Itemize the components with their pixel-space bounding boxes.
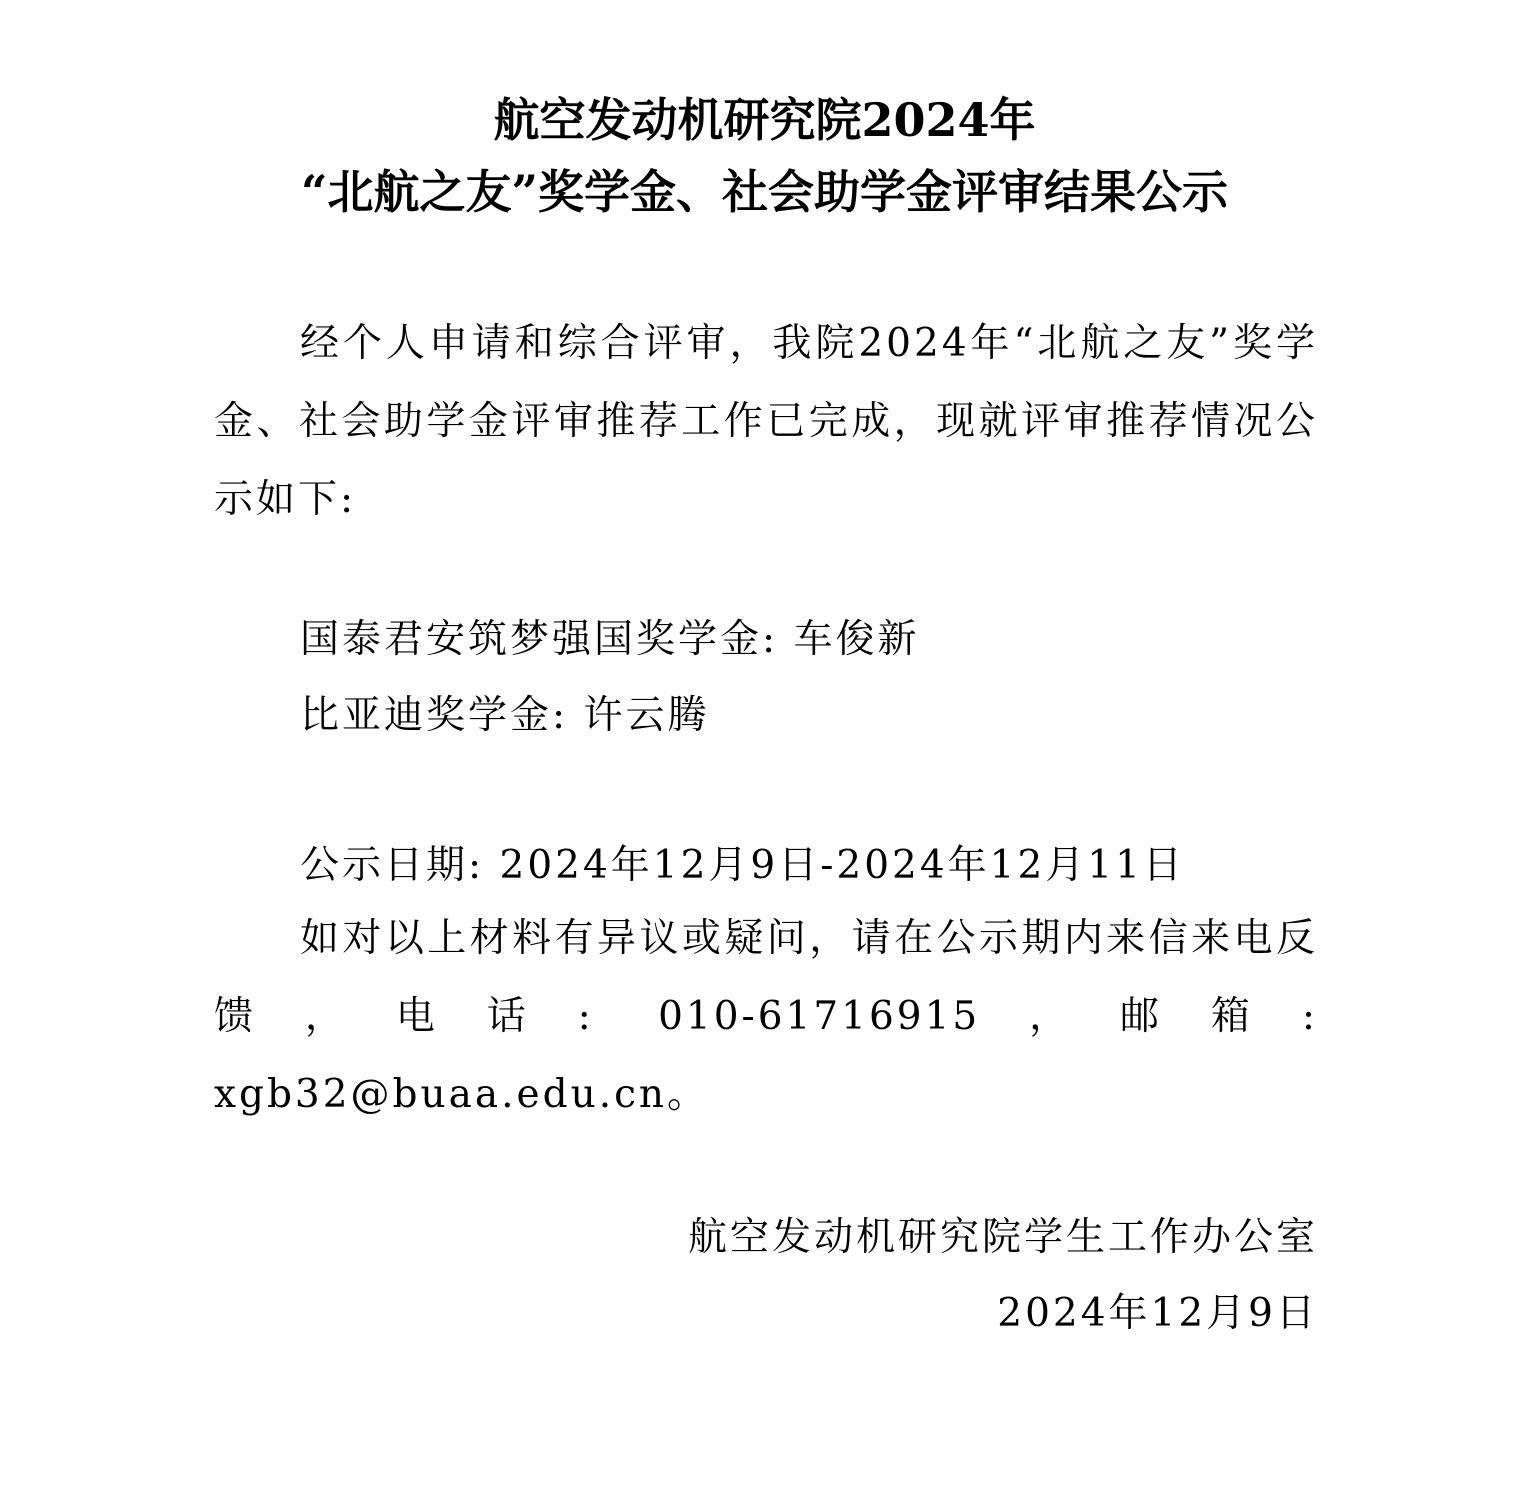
signature-office: 航空发动机研究院学生工作办公室 [687, 1215, 1318, 1260]
award-name: 国泰君安筑梦强国奖学金: [300, 617, 779, 662]
result-row [300, 614, 920, 666]
result-row [300, 690, 710, 742]
award-name: 比亚迪奖学金: [300, 693, 569, 738]
intro-paragraph: 经个人申请和综合评审，我院2024年“北航之友”奖学金、社会助学金评审推荐工作已完成，现就评审推荐情况公示如下: [214, 321, 1318, 522]
recipient-name: 车俊新 [793, 617, 920, 662]
title-line-1: 航空发动机研究院2024年 [493, 93, 1036, 147]
notice-period-value: 2024年12月9日-2024年12月11日 [499, 843, 1185, 888]
signature-date: 2024年12月9日 [997, 1291, 1318, 1336]
title-line-2: “北航之友”奖学金、社会助学金评审结果公示 [301, 165, 1228, 219]
notice-period [300, 840, 1185, 892]
recipient-name: 许云腾 [583, 693, 710, 738]
notice-period-label: 公示日期: [300, 843, 485, 888]
contact-paragraph: 如对以上材料有异议或疑问，请在公示期内来信来电反馈，电话: 010-61716915，邮箱: xgb32@buaa.edu.cn。 [214, 916, 1318, 1117]
